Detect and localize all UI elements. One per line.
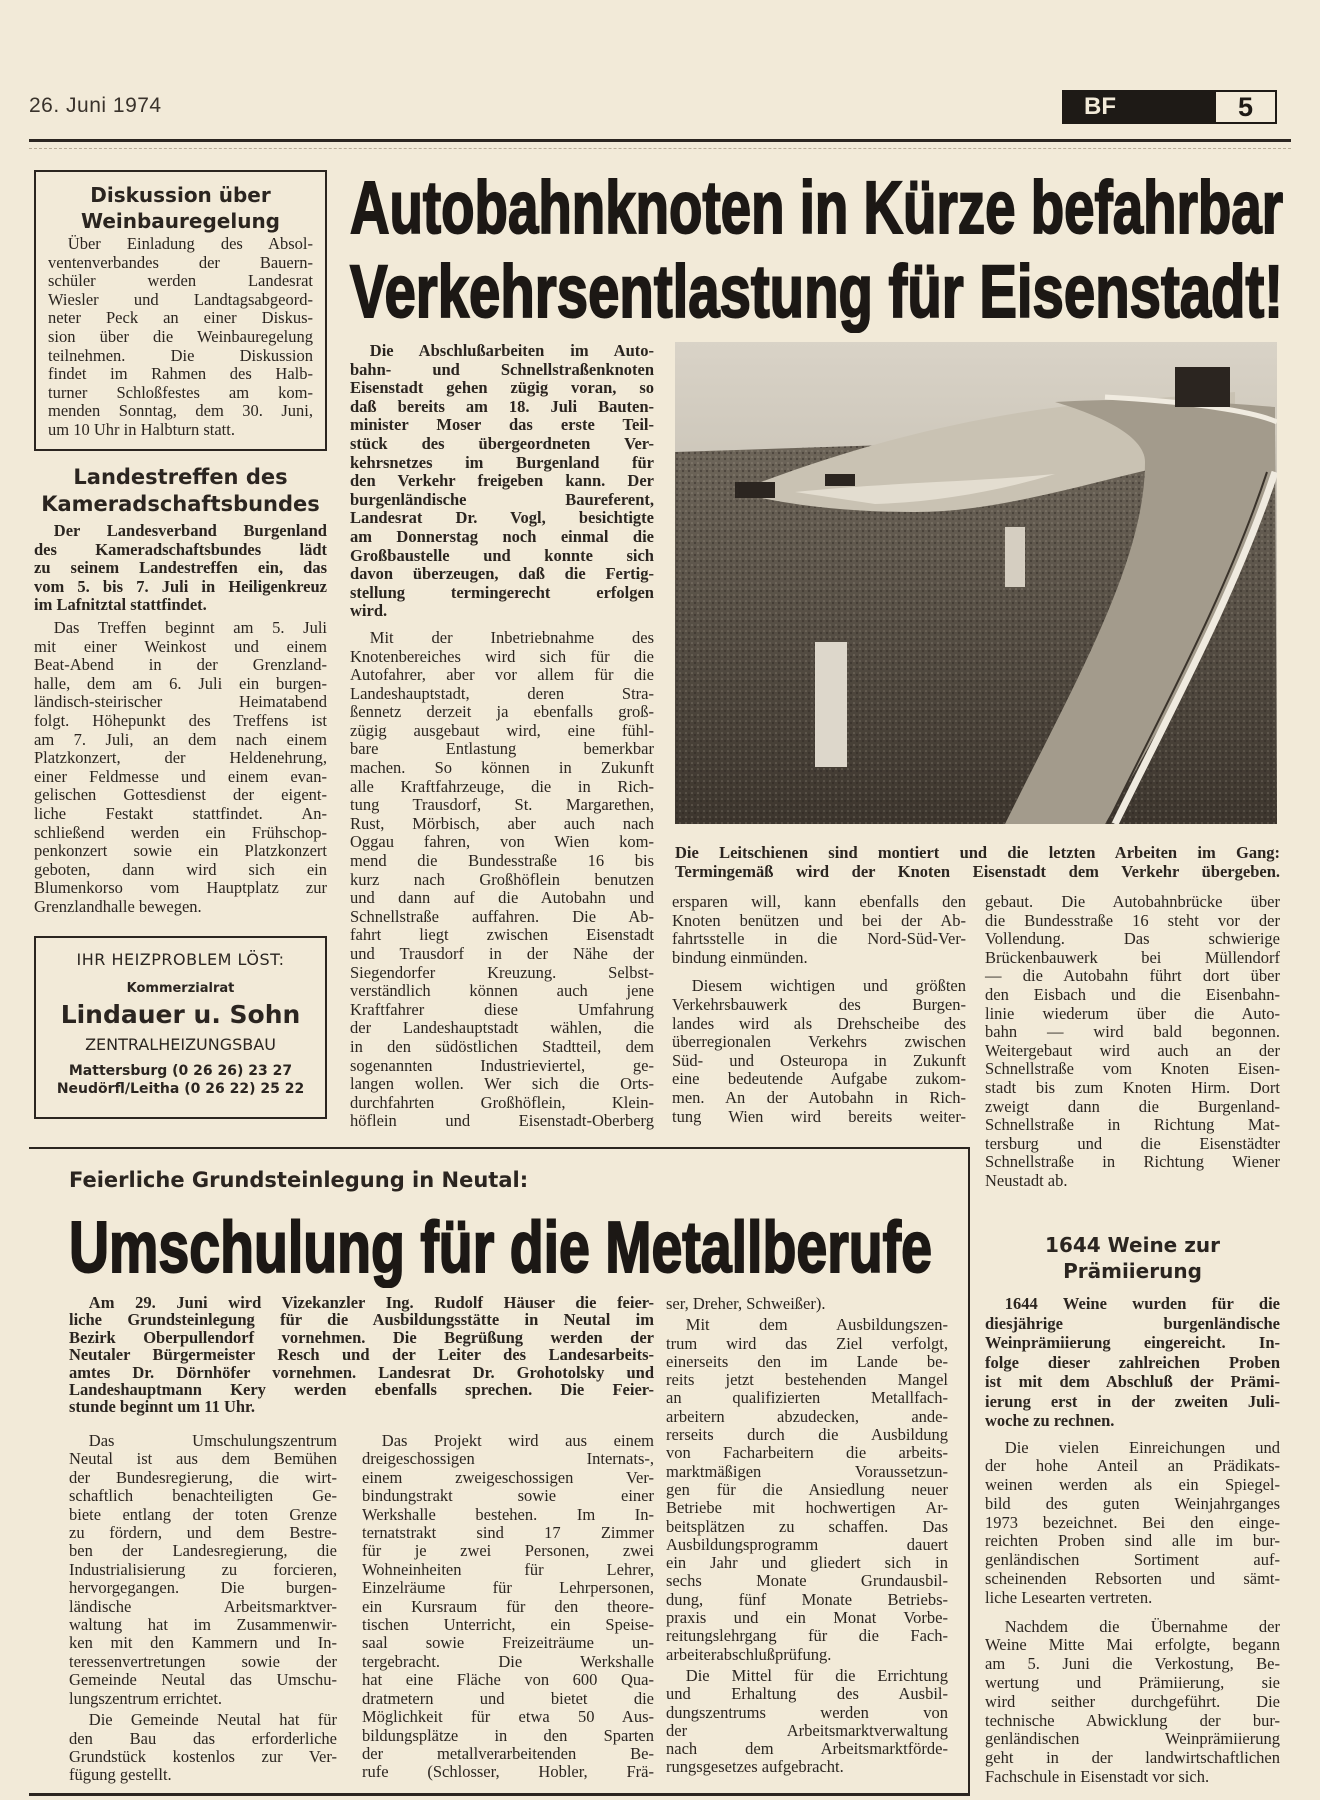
text-line: stück des übergeordneten Ver- (350, 433, 654, 453)
text-line: einerseits den im Lande be- (666, 1351, 948, 1371)
text-line: durchfahrten Großhöflein, Klein- (350, 1092, 654, 1112)
text-line: Die Gemeinde Neutal hat für (88, 1710, 337, 1730)
text-line: dreigeschossigen Internats-, (362, 1449, 654, 1469)
text-line: tersburg und die Eisenstädter (985, 1133, 1280, 1153)
heading-line: Landestreffen des (73, 465, 288, 489)
text-line: Mit der Inbetriebnahme des (369, 627, 654, 647)
text-line: neter Peck an einer Diskus- (48, 308, 313, 328)
text-line: liche Festakt stattfindet. An- (34, 803, 327, 823)
ad-tagline: IHR HEIZPROBLEM LÖST: (76, 950, 285, 969)
text-line: trum wird das Ziel verfolgt, (666, 1333, 948, 1353)
text-line: den Bau das erforderliche (69, 1728, 337, 1748)
main-article-column (350, 342, 654, 1134)
text-line: genländischen Sortiment auf- (985, 1550, 1280, 1570)
text-line: technische Abwicklung der bur- (985, 1710, 1280, 1730)
heading-line: 1644 Weine zur (1045, 1233, 1220, 1257)
text-line: bahn — wird bald begonnen. (985, 1022, 1280, 1042)
text-line: Kraftfahrer diese Umfahrung (350, 999, 654, 1019)
text-line: Das Projekt wird aus einem (381, 1431, 654, 1450)
text-line: höflein und Eisenstadt-Oberberg (350, 1111, 654, 1131)
heading-line: Diskussion über (90, 183, 271, 207)
text-line: Am 29. Juni wird Vizekanzler Ing. Rudolf Häuser die feier- (88, 1293, 654, 1312)
text-line: der hohe Anteil an Prädikats- (985, 1456, 1280, 1476)
paragraph (985, 1439, 1280, 1608)
text-line: Platzkonzert, der Heldenehrung, (34, 748, 327, 768)
headline-line: Verkehrsentlastung für Eisenstadt! (350, 250, 1283, 333)
discussion-heading (36, 182, 325, 234)
text-line: tergebracht. Die Werkshalle (362, 1651, 654, 1671)
text-line: ist mit dem Abschluß der Prämi- (985, 1372, 1280, 1391)
text-line: rerseits durch die Ausbildung (666, 1425, 948, 1445)
text-line: Eisenstadt gehen zügig voran, so (350, 378, 654, 398)
text-line: geht in der landwirtschaftlichen (985, 1748, 1280, 1768)
text-line: an qualifizierten Metallfach- (666, 1388, 948, 1408)
text-line: tischen Unterricht, ein Speise- (362, 1615, 654, 1635)
text-line: stunde beginnt um 11 Uhr. (69, 1397, 255, 1417)
text-line: einem zweigeschossigen Ver- (362, 1467, 654, 1487)
text-line: am Donnerstag noch einmal die (350, 526, 654, 546)
paragraph (362, 1432, 654, 1782)
text-line: Der Landesverband Burgenland (53, 521, 327, 540)
text-line: Einzelräume für Lehrpersonen, (362, 1578, 654, 1598)
text-line: die Bundesstraße 16 steht vor der (985, 910, 1280, 930)
main-article-lead (350, 342, 654, 621)
text-line: Mit dem Ausbildungszen- (685, 1315, 948, 1335)
issue-date: 26. Juni 1974 (29, 94, 162, 117)
text-line: der Landeshauptstadt wählen, die (350, 1018, 654, 1038)
caption-line: Die Leitschienen sind montiert und die letzten Arbeiten im Gang: (675, 843, 1280, 862)
landestreffen-heading (34, 464, 327, 518)
text-line: liche Lesearten vertreten. (985, 1587, 1153, 1607)
text-line: Industrialisierung zu forcieren, (69, 1559, 337, 1579)
text-line: bare Entlastung bemerkbar (350, 739, 654, 759)
text-line: — die Autobahn führt dort über (985, 966, 1280, 986)
text-line: Das Treffen beginnt am 5. Juli (53, 617, 327, 637)
text-line: ländisch-steirischer Heimatabend (34, 692, 327, 712)
text-line: am 7. Juli, an dem nach einem (34, 729, 327, 749)
text-line: sechs Monate Grundausbil- (666, 1571, 948, 1591)
text-line: biete entlang der toten Grenze (69, 1504, 337, 1524)
text-line: Oggau fahren, von Wien kom- (350, 832, 654, 852)
text-line: mend die Bundesstraße 16 bis (350, 851, 654, 871)
text-line: um 10 Uhr in Halbturn statt. (48, 419, 235, 439)
wine-body (985, 1439, 1280, 1787)
text-line: schließend werden ein Frühschop- (34, 822, 327, 842)
text-line: 1644 Weine wurden für die (1004, 1294, 1280, 1313)
text-line: landes wird als Drehscheibe des (672, 1013, 966, 1033)
ad-contacts (36, 1062, 325, 1098)
text-line: einer Feldmesse und einem evan- (34, 766, 327, 786)
text-line: burgenländische Baureferent, (350, 489, 654, 509)
text-line: minister Moser das erste Teil- (350, 415, 654, 435)
text-line: Siegendorfer Kreuzung. Selbst- (350, 962, 654, 982)
text-line: Das Umschulungszentrum (88, 1431, 337, 1450)
text-line: und Erhaltung des Ausbil- (666, 1684, 948, 1704)
text-line: Großbaustelle und konnte sich (350, 545, 654, 565)
ad-title: Kommerzialrat (126, 981, 235, 996)
text-line: schaftlich benachteiligten Ge- (69, 1486, 337, 1506)
text-line: Werkshalle bestehen. Im In- (362, 1504, 654, 1524)
text-line: findet im Rahmen des Halb- (48, 364, 313, 384)
text-line: der Bundesregierung, die wirt- (69, 1467, 337, 1487)
text-line: woche zu rechnen. (985, 1411, 1115, 1430)
paragraph (666, 1667, 948, 1777)
text-line: daß bereits am 18. Juli Bauten- (350, 396, 654, 416)
text-line: Rust, Mörbisch, aber auch nach (350, 813, 654, 833)
text-line: zweigt dann die Burgenland- (985, 1096, 1280, 1116)
text-line: sion über die Weinbauregelung (48, 326, 313, 346)
main-article-column-2 (672, 893, 966, 1136)
paragraph (985, 1294, 1280, 1431)
text-line: Brückenbauwerk bei Müllendorf (985, 947, 1280, 967)
photo-caption (675, 843, 1280, 881)
text-line: praxis und ein Monat Vorbe- (666, 1608, 948, 1628)
text-line: rufe (Schlosser, Hobler, Frä- (362, 1762, 654, 1782)
discussion-box (34, 170, 327, 451)
text-line: Schnellstraße in Richtung Mat- (985, 1115, 1280, 1135)
text-line: Wiesler und Landtagsabgeord- (48, 289, 313, 309)
text-line: bild des guten Weinjahrganges (985, 1493, 1280, 1513)
text-line: bindungstrakt sowie einer (362, 1486, 654, 1506)
text-line: kehrsnetzes im Burgenland für (350, 452, 654, 472)
paragraph (69, 1711, 337, 1785)
text-line: Die vielen Einreichungen und (1004, 1437, 1280, 1457)
text-line: hervorgegangen. Die burgen- (69, 1578, 337, 1598)
text-line: amtes Dr. Dörnhöfer vornehmen. Landesrat Dr. Grohotolsky und (69, 1362, 654, 1382)
text-line: am 5. Juni die Verkostung, Be- (985, 1654, 1280, 1674)
landestreffen-body (34, 619, 327, 917)
text-line: marktmäßigen Voraussetzun- (666, 1461, 948, 1481)
paragraph (672, 893, 966, 967)
header-dotted-rule (29, 148, 1291, 149)
text-line: men. An der Autobahn in Rich- (672, 1087, 966, 1107)
text-line: Nachdem die Übernahme der (1004, 1616, 1280, 1636)
heading-line: Kameradschaftsbundes (41, 492, 320, 516)
header-rule (29, 139, 1291, 142)
text-line: arbeiterabschlußprüfung. (666, 1644, 832, 1664)
text-line: teilnehmen. Die Diskussion (48, 345, 313, 365)
text-line: folge dieser zahlreichen Proben (985, 1352, 1280, 1372)
text-line: eine bedeutende Aufgabe zukom- (672, 1069, 966, 1089)
text-line: tung Wien wird bereits weiter- (672, 1106, 966, 1126)
main-article-body (350, 629, 654, 1131)
text-line: saal sowie Freizeiträume un- (362, 1633, 654, 1653)
discussion-text (48, 235, 313, 440)
text-line: gelischen Gottesdienst der eigent- (34, 785, 327, 805)
text-line: für je zwei Personen, zwei (362, 1541, 654, 1561)
text-line: diesjährige burgenländische (985, 1313, 1280, 1333)
text-line: Grenzlandhalle bewegen. (34, 896, 202, 916)
text-line: ierung erst in der zweiten Juli- (985, 1391, 1280, 1411)
text-line: bildungsplätze in den Sparten (362, 1725, 654, 1745)
text-line: fügung gestellt. (69, 1765, 172, 1785)
text-line: reits jetzt bestehenden Mangel (666, 1370, 948, 1390)
text-line: Schnellstraße in Richtung Wiener (985, 1152, 1280, 1172)
text-line: lungszentrum errichtet. (69, 1688, 223, 1708)
neutal-headline (69, 1208, 932, 1288)
text-line: ersparen will, kann ebenfalls den (672, 892, 966, 911)
headline-line: Autobahnknoten in Kürze befahrbar (350, 166, 1283, 249)
text-line: von Facharbeitern die arbeits- (666, 1443, 948, 1463)
text-line: arbeitern abzudecken, ande- (666, 1406, 948, 1426)
text-line: Die Mittel für die Errichtung (685, 1665, 948, 1685)
text-line: ternatstrakt sind 17 Zimmer (362, 1523, 654, 1543)
paragraph (69, 1432, 337, 1708)
paragraph (350, 342, 654, 621)
text-line: Bezirk Oberpullendorf vornehmen. Die Begrüßung werden der (69, 1327, 654, 1347)
text-line: folgt. Höhepunkt des Treffens ist (34, 710, 327, 730)
text-line: geboten, dann wird sich ein (34, 859, 327, 879)
text-line: Weine Mitte Mai erfolgte, begann (985, 1635, 1280, 1655)
text-line: in den südöstlichen Stadtteil, dem (350, 1036, 654, 1056)
neutal-kicker: Feierliche Grundsteinlegung in Neutal: (69, 1168, 529, 1192)
text-line: vom 5. bis 7. Juli in Heiligenkreuz (34, 576, 327, 596)
text-line: Knoten benützen und bei der Ab- (672, 910, 966, 930)
text-line: Blumenkorso vom Hauptplatz zur (34, 878, 327, 898)
text-line: Wohneinheiten für Lehrer, (362, 1559, 654, 1579)
text-line: Neustadt ab. (985, 1170, 1068, 1190)
text-line: dung, fünf Monate Betriebs- (666, 1589, 948, 1609)
article-border-right (968, 1147, 970, 1795)
text-line: 1973 bezeichnet. Bei den einge- (985, 1512, 1280, 1532)
text-line: Diesem wichtigen und größten (691, 976, 966, 996)
text-line: ser, Dreher, Schweißer). (666, 1294, 826, 1313)
text-line: ländische Arbeitsmarktver- (69, 1596, 337, 1616)
text-line: des Kameradschaftsbundes lädt (34, 539, 327, 559)
paragraph (985, 1618, 1280, 1787)
text-line: hat eine Fläche von 600 Qua- (362, 1670, 654, 1690)
paragraph (666, 1295, 948, 1313)
text-line: Schnellstraße auffahren. Die Ab- (350, 906, 654, 926)
text-line: Fachschule in Eisenstadt vor sich. (985, 1767, 1210, 1787)
text-line: nach dem Arbeitsmarktförde- (666, 1739, 948, 1759)
wine-lead (985, 1294, 1280, 1431)
text-line: ßennetz derzeit ja ebenfalls groß- (350, 702, 654, 722)
text-line: den Eisbach und die Eisenbahn- (985, 984, 1280, 1004)
text-line: Die Abschlußarbeiten im Auto- (369, 341, 654, 360)
ad-contact-neudoerfl: Neudörfl/Leitha (0 26 22) 25 22 (56, 1081, 305, 1097)
text-line: Möglichkeit für etwa 50 Aus- (362, 1707, 654, 1727)
text-line: Neutal ist aus dem Bemühen (69, 1449, 337, 1469)
text-line: zu fördern, und dem Bestre- (69, 1523, 337, 1543)
text-line: alle Kraftfahrzeuge, die in Rich- (350, 776, 654, 796)
wine-heading (985, 1232, 1280, 1284)
text-line: Süd- und Osteuropa in Zukunft (672, 1050, 966, 1070)
caption-line: Termingemäß wird der Knoten Eisenstadt dem Verkehr übergeben. (675, 862, 1280, 881)
text-line: im Lafnitztal stattfindet. (34, 595, 207, 615)
text-line: Gemeinde Neutal das Umschu- (69, 1670, 337, 1690)
text-line: Weitergebaut wird auch an der (985, 1040, 1280, 1060)
paragraph (48, 235, 313, 440)
text-line: Beat-Abend in der Grenzland- (34, 655, 327, 675)
text-line: reichten Proben sind alle im bur- (985, 1531, 1280, 1551)
text-line: dratmetern und bietet die (362, 1688, 654, 1708)
wine-article (985, 1232, 1280, 1797)
text-line: genländischen Weinprämiierung (985, 1729, 1280, 1749)
neutal-column-2 (362, 1432, 654, 1785)
text-line: überregionalen Verkehrs zwischen (672, 1032, 966, 1052)
highway-interchange-photo (675, 342, 1277, 824)
text-line: und dann auf die Autobahn und (350, 888, 654, 908)
text-line: Grundstück kostenlos zur Ver- (69, 1746, 337, 1766)
ad-company: Lindauer u. Sohn (60, 1000, 301, 1029)
text-line: stadt bis zum Knoten Hirm. Dort (985, 1077, 1280, 1097)
text-line: Knotenbereiches wird sich für die (350, 646, 654, 666)
text-line: der Arbeitsmarktverwaltung (666, 1720, 948, 1740)
landestreffen-lead (34, 522, 327, 615)
text-line: verständlich können auch jene (350, 981, 654, 1001)
text-line: bahn- und Schnellstraßenknoten (350, 359, 654, 379)
text-line: scheinenden Rebsorten und sämt- (985, 1569, 1280, 1589)
text-line: mit einer Weinkost und einem (34, 636, 327, 656)
text-line: Weinprämiierung eingereicht. In- (985, 1333, 1280, 1352)
text-line: ken mit den Kammern und In- (69, 1633, 337, 1653)
text-line: Vollendung. Das schwierige (985, 929, 1280, 949)
text-line: turner Schloßfestes am kom- (48, 382, 313, 402)
text-line: gen für die Ansiedlung neuer (666, 1479, 948, 1499)
text-line: langen wollen. Wer sich die Orts- (350, 1074, 654, 1094)
text-line: ben der Landesregierung, die (69, 1541, 337, 1561)
construction-photo (675, 342, 1277, 824)
article-border-top (29, 1147, 970, 1149)
text-line: und Trausdorf in der Nähe der (350, 944, 654, 963)
paragraph (34, 522, 327, 615)
text-line: schüler werden Landesrat (48, 271, 313, 291)
text-line: linie wiederum über die Auto- (985, 1003, 1280, 1023)
article-border-bottom (29, 1793, 970, 1796)
ad-contact-mattersburg: Mattersburg (0 26 26) 23 27 (68, 1063, 293, 1079)
ad-business: ZENTRALHEIZUNGSBAU (85, 1035, 276, 1054)
text-line: wertung und Prämiierung, sie (985, 1673, 1280, 1693)
heading-line: Weinbauregelung (80, 209, 280, 233)
text-line: weinen werden als ein Spiegel- (985, 1475, 1280, 1495)
text-line: stellung termingerecht erfolgen (350, 582, 654, 602)
text-line: zügig ausgebaut wird, eine fühl- (350, 720, 654, 740)
text-line: zu seinem Landestreffen ein, das (34, 558, 327, 578)
text-line: reitungslehrgang für die Fach- (666, 1626, 948, 1646)
text-line: Schnellstraße vom Knoten Eisen- (985, 1059, 1280, 1079)
neutal-column-1 (69, 1432, 337, 1788)
text-line: tung Trausdorf, St. Margarethen, (350, 795, 654, 815)
text-line: menden Sonntag, dem 30. Juni, (48, 401, 313, 421)
text-line: Betriebe mit hochwertigen Ar- (666, 1498, 948, 1518)
text-line: Über Einladung des Absol- (67, 234, 313, 253)
text-line: fahrtsstelle in die Nord-Süd-Ver- (672, 929, 966, 949)
text-line: rungsgesetzes aufgebracht. (666, 1757, 844, 1777)
section-label: BF (1064, 92, 1216, 122)
text-line: ventenverbandes der Bauern- (48, 252, 313, 272)
text-line: wird. (350, 601, 388, 621)
text-line: der metallverarbeitenden Be- (362, 1743, 654, 1763)
text-line: wird seither durchgeführt. Die (985, 1691, 1280, 1711)
text-line: penkonzert sowie ein Platzkonzert (34, 841, 327, 861)
text-line: Landeshauptmann Kery werden ebenfalls sprechen. Die Feier- (69, 1380, 654, 1400)
paragraph (672, 977, 966, 1126)
text-line: machen. So können in Zukunft (350, 758, 654, 778)
neutal-column-3 (666, 1295, 948, 1780)
neutal-lead (69, 1294, 654, 1419)
text-line: ein Kursraum für den theore- (362, 1596, 654, 1616)
landestreffen-article (34, 464, 327, 919)
text-line: den Verkehr freigeben kann. Der (350, 471, 654, 491)
paragraph (985, 893, 1280, 1191)
paragraph (350, 629, 654, 1131)
text-line: Neutaler Bürgermeister Resch und der Leiter des Landesarbeits- (69, 1345, 654, 1365)
text-line: Landeshauptstadt, deren Stra- (350, 683, 654, 703)
paragraph (34, 619, 327, 917)
text-line: Autofahrer, aber vor allem für die (350, 665, 654, 685)
text-line: fahrt liegt zwischen Eisenstadt (350, 925, 654, 945)
heading-line: Prämiierung (1063, 1259, 1202, 1283)
headline-line: Umschulung für die Metallberufe (69, 1208, 932, 1288)
text-line: teressenvertretungen sowie der (69, 1651, 337, 1671)
text-line: beitsplätzen zu schaffen. Das (666, 1516, 948, 1536)
main-headline (350, 166, 1283, 334)
page-badge (1062, 90, 1277, 124)
main-article-column-3 (985, 893, 1280, 1194)
text-line: waltung hat im Zusammenwir- (69, 1615, 337, 1635)
page-number: 5 (1237, 92, 1254, 122)
text-line: Landesrat Dr. Vogl, besichtigte (350, 508, 654, 528)
text-line: Ausbildungsprogramm dauert (666, 1534, 948, 1554)
text-line: liche Grundsteinlegung für die Ausbildungsstätte in Neutal im (69, 1310, 654, 1330)
heating-advertisement (34, 936, 327, 1119)
text-line: bindung einmünden. (672, 947, 808, 967)
text-line: sogenannten Industrieviertel, ge- (350, 1055, 654, 1075)
text-line: halle, dem am 6. Juli ein burgen- (34, 673, 327, 693)
text-line: kurz nach Großhöflein benutzen (350, 869, 654, 889)
text-line: gebaut. Die Autobahnbrücke über (985, 892, 1280, 911)
text-line: Verkehrsbauwerk des Burgen- (672, 994, 966, 1014)
paragraph (69, 1294, 654, 1416)
text-line: dungszentrums werden von (666, 1702, 948, 1722)
text-line: davon überzeugen, daß die Fertig- (350, 564, 654, 584)
text-line: ein Jahr und gliedert sich in (666, 1553, 948, 1573)
paragraph (666, 1316, 948, 1664)
